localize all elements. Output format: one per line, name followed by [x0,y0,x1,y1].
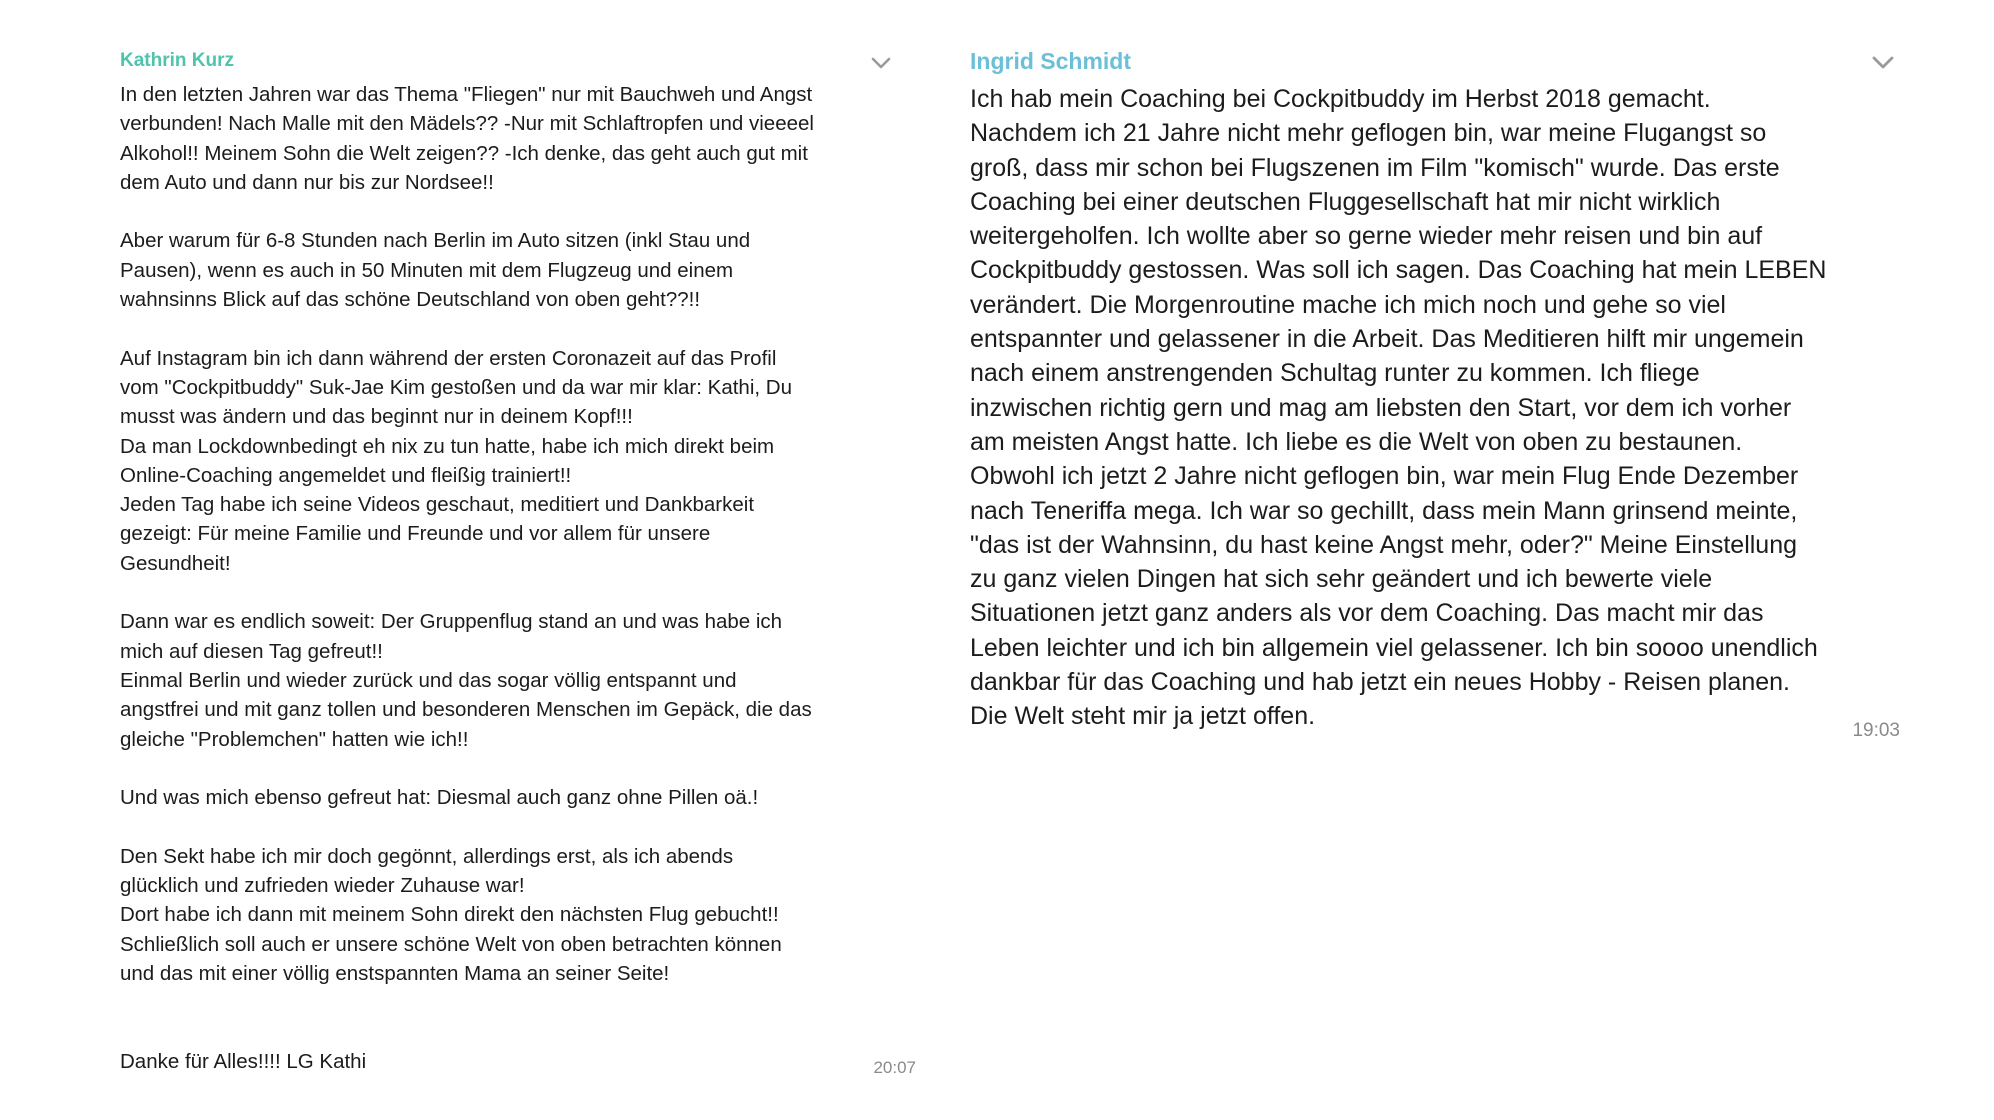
message-line: Danke für Alles!!!! LG Kathi [120,1049,367,1073]
message-line: In den letzten Jahren war das Thema "Fliegen" nur mit Bauchweh und Angst [120,83,813,106]
paragraph-gap [120,812,920,841]
message-line: Cockpitbuddy gestossen. Was soll ich sagen. Das Coaching hat mein LEBEN [970,256,1827,285]
message-line: verändert. Die Morgenroutine mache ich mich noch und gehe so viel [970,290,1726,319]
message-line: inzwischen richtig gern und mag am liebsten den Start, vor dem ich vorher [970,393,1792,422]
paragraph-gap [120,988,920,1047]
message-line: Den Sekt habe ich mir doch gegönnt, allerdings erst, als ich abends [120,844,734,868]
message-line: Situationen jetzt ganz anders als vor dem Coaching. Das macht mir das [970,599,1764,628]
chevron-down-icon[interactable] [864,48,898,78]
message-line: mich auf diesen Tag gefreut!! [120,639,383,663]
message-line: Nachdem ich 21 Jahre nicht mehr geflogen bin, war meine Flugangst so [970,119,1767,148]
message-line: gleiche "Problemchen" hatten wie ich!! [120,727,469,751]
message-line: Und was mich ebenso gefreut hat: Diesmal auch ganz ohne Pillen oä.! [120,786,759,810]
message-line: Alkohol!! Meinem Sohn die Welt zeigen?? -Ich denke, das geht auch gut mit [120,141,808,165]
chevron-down-icon[interactable] [1866,48,1900,78]
message-line: nach Teneriffa mega. Ich war so gechillt, dass mein Mann grinsend meinte, [970,496,1798,525]
message-line: Leben leichter und ich bin allgemein viel gelassener. Ich bin soooo unendlich [970,633,1818,662]
message-line: "das ist der Wahnsinn, du hast keine Angst mehr, oder?" Meine Einstellung [970,530,1798,559]
message-line: vom "Cockpitbuddy" Suk-Jae Kim gestoßen und da war mir klar: Kathi, Du [120,375,792,399]
sender-name[interactable]: Ingrid Schmidt [970,48,1131,74]
message-line: Jeden Tag habe ich seine Videos geschaut, meditiert und Dankbarkeit [120,493,755,517]
message-line: Auf Instagram bin ich dann während der ersten Coronazeit auf das Profil [120,346,777,370]
message-line: Schließlich soll auch er unsere schöne Welt von oben betrachten können [120,932,782,956]
message-line: Dort habe ich dann mit meinem Sohn direkt den nächsten Flug gebucht!! [120,903,779,927]
message-line: nach einem anstrengenden Schultag runter zu kommen. Ich fliege [970,359,1700,388]
message-timestamp: 19:03 [1852,720,1900,741]
message-line: dankbar für das Coaching und hab jetzt ein neues Hobby - Reisen planen. [970,668,1790,697]
paragraph-gap [120,578,920,607]
message-line: Coaching bei einer deutschen Fluggesellschaft hat mir nicht wirklich [970,187,1721,216]
message-line: und das mit einer völlig enstspannten Mama an seiner Seite! [120,961,670,985]
message-text [970,82,1920,734]
message-line: wahnsinns Blick auf das schöne Deutschland von oben geht??!! [120,288,701,312]
message-bubble-ingrid [960,40,1910,750]
message-line: gezeigt: Für meine Familie und Freunde und vor allem für unsere [120,522,711,546]
message-line: verbunden! Nach Malle mit den Mädels?? -Nur mit Schlaftropfen und vieeeel [120,112,814,136]
message-line: Aber warum für 6-8 Stunden nach Berlin im Auto sitzen (inkl Stau und [120,229,751,253]
message-line: Obwohl ich jetzt 2 Jahre nicht geflogen bin, war mein Flug Ende Dezember [970,462,1799,491]
message-line: weitergeholfen. Ich wollte aber so gerne wieder mehr reisen und bin auf [970,222,1763,251]
message-line: groß, dass mir schon bei Flugszenen im Film "komisch" wurde. Das erste [970,153,1780,182]
paragraph-gap [120,197,920,226]
paragraph-gap [120,754,920,783]
message-line: Online-Coaching angemeldet und fleißig trainiert!! [120,463,572,487]
message-line: am meisten Angst hatte. Ich liebe es die Welt von oben zu bestaunen. [970,427,1743,456]
message-text [120,80,920,1076]
message-timestamp: 20:07 [873,1058,916,1077]
message-line: dem Auto und dann nur bis zur Nordsee!! [120,170,494,194]
message-line: glücklich und zufrieden wieder Zuhause war! [120,874,525,898]
message-bubble-kathrin [110,40,916,1090]
message-line: Gesundheit! [120,551,231,575]
message-line: Ich hab mein Coaching bei Cockpitbuddy im Herbst 2018 gemacht. [970,85,1711,113]
message-line: entspannter und gelassener in die Arbeit. Das Meditieren hilft mir ungemein [970,325,1804,354]
message-line: zu ganz vielen Dingen hat sich sehr geändert und ich bewerte viele [970,565,1713,594]
message-line: angstfrei und mit ganz tollen und besonderen Menschen im Gepäck, die das [120,698,812,722]
message-line: Einmal Berlin und wieder zurück und das sogar völlig entspannt und [120,668,737,692]
message-line: Die Welt steht mir ja jetzt offen. [970,702,1316,731]
message-line: Pausen), wenn es auch in 50 Minuten mit dem Flugzeug und einem [120,258,734,282]
sender-name[interactable]: Kathrin Kurz [120,50,234,71]
message-line: musst was ändern und das beginnt nur in deinem Kopf!!! [120,405,633,429]
message-line: Da man Lockdownbedingt eh nix zu tun hatte, habe ich mich direkt beim [120,434,775,458]
paragraph-gap [120,314,920,343]
message-line: Dann war es endlich soweit: Der Gruppenflug stand an und was habe ich [120,610,783,634]
